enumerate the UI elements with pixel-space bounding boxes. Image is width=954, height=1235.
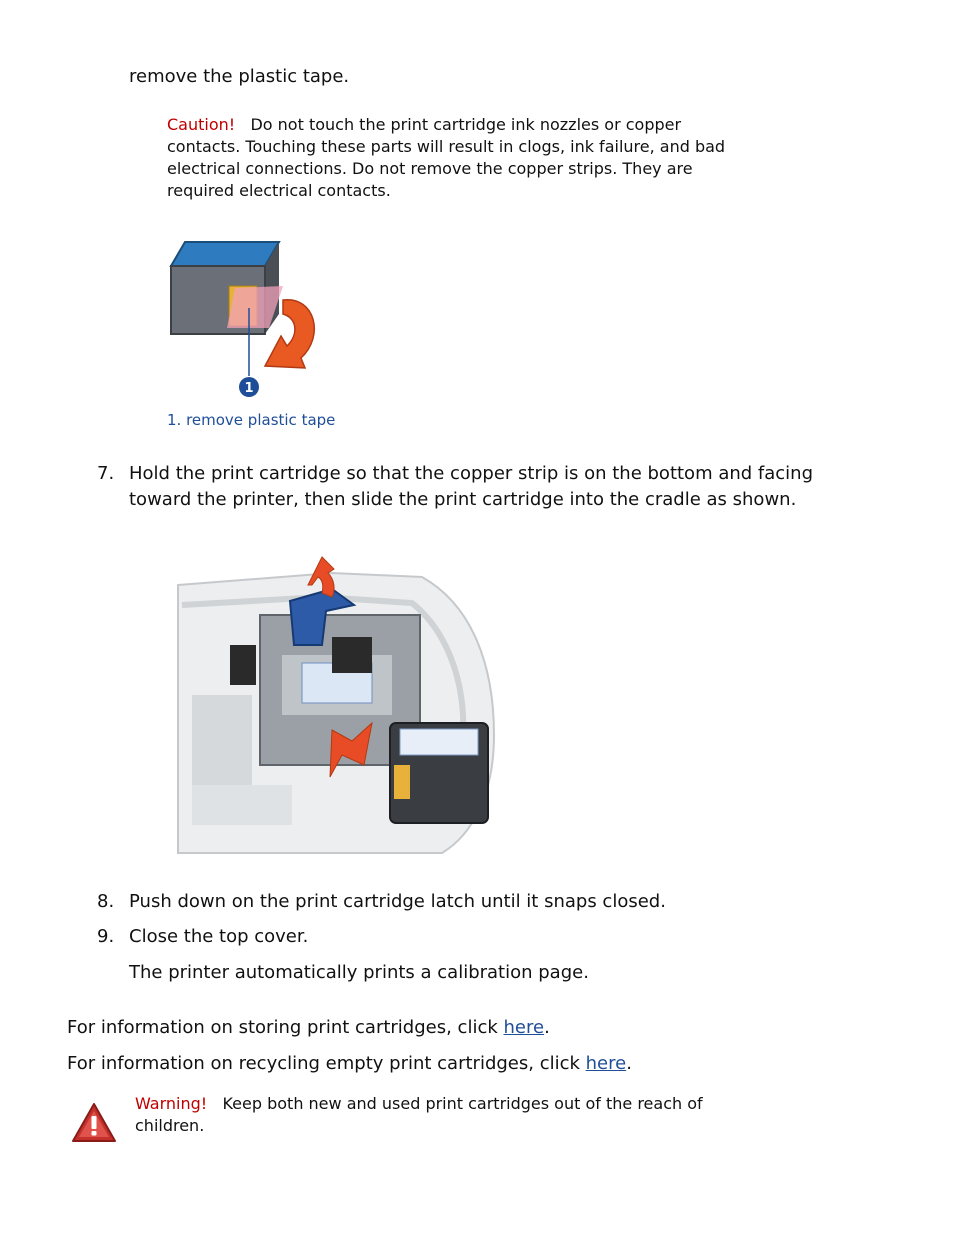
warning-label: Warning!	[135, 1094, 208, 1113]
step-number: 8.	[97, 891, 115, 912]
warning-text: Keep both new and used print cartridges out of the reach of children.	[135, 1094, 703, 1135]
step-text: Close the top cover.	[129, 926, 309, 947]
storage-info	[67, 1015, 550, 1041]
warning-triangle-icon	[71, 1101, 117, 1143]
info-end: .	[544, 1017, 550, 1038]
info-text: For information on recycling empty print cartridges, click	[67, 1053, 586, 1074]
step-number: 9.	[97, 926, 115, 947]
printer-cradle-illustration	[172, 545, 497, 857]
caution-label: Caution!	[167, 115, 236, 134]
storage-link[interactable]: here	[503, 1017, 545, 1038]
intro-text: remove the plastic tape.	[129, 66, 350, 87]
step-note: The printer automatically prints a calibration page.	[129, 962, 589, 983]
cartridge-tape-illustration	[165, 236, 325, 401]
recycling-link[interactable]: here	[585, 1053, 627, 1074]
recycling-info	[67, 1051, 632, 1077]
caution-text: Do not touch the print cartridge ink nozzles or copper contacts. Touching these parts will result in clogs, ink failure, and bad electrical connections. Do not remove the copper strips. They are required electrical contacts.	[167, 115, 726, 200]
info-end: .	[626, 1053, 632, 1074]
warning-note	[135, 1093, 735, 1137]
step-text: Push down on the print cartridge latch until it snaps closed.	[129, 891, 666, 912]
callout-number: 1	[244, 381, 254, 396]
caution-note	[167, 114, 747, 202]
figure-caption: 1. remove plastic tape	[167, 411, 336, 429]
step-text: Hold the print cartridge so that the copper strip is on the bottom and facing toward the printer, then slide the print cartridge into the cradle as shown.	[129, 463, 814, 510]
info-text: For information on storing print cartridges, click	[67, 1017, 504, 1038]
step-number: 7.	[97, 463, 115, 484]
